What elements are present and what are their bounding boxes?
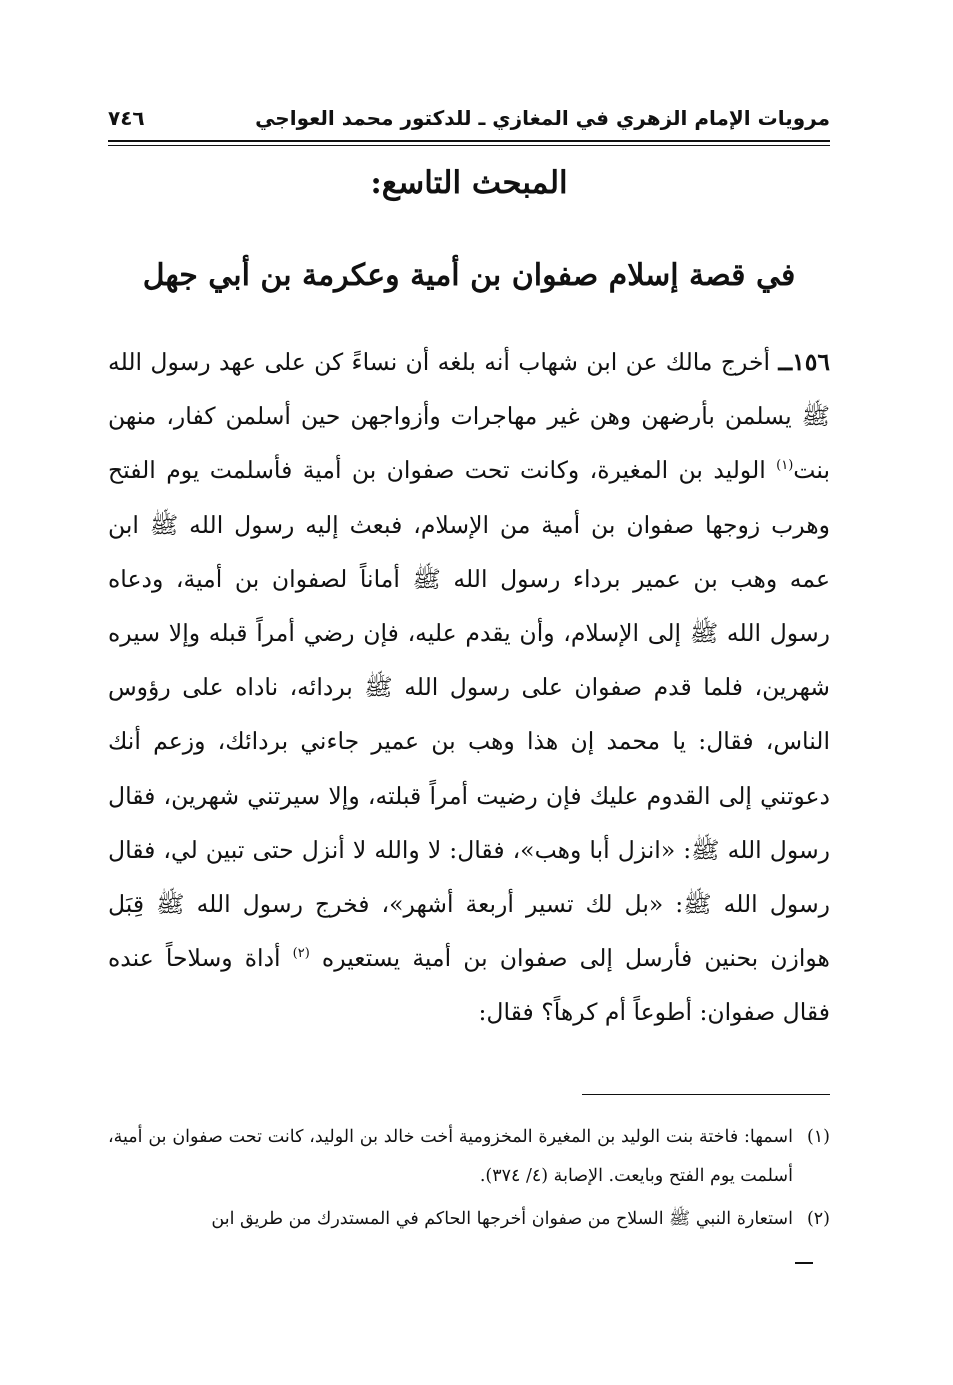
running-title: مرويات الإمام الزهري في المغازي ـ للدكتور محمد العواجي (255, 106, 830, 130)
hadith-number: ١٥٦ــ (778, 348, 830, 376)
page-header (108, 100, 830, 136)
footnote-ref-2[interactable]: (٢) (292, 946, 310, 962)
footnote-number: (٢) (806, 1209, 830, 1229)
footnotes (108, 1118, 830, 1239)
footnote-number: (١) (806, 1127, 830, 1147)
footnote-item (108, 1200, 830, 1239)
footnote-text: اسمها: فاختة بنت الوليد بن المغيرة المخزومية أخت خالد بن الوليد، كانت تحت صفوان بن أمية، أسلمت يوم الفتح وبايعت. الإصابة (٤/ ٣٧٤). (108, 1127, 793, 1186)
footnote-item (108, 1118, 830, 1196)
chapter-label: المبحث التاسع: (370, 165, 568, 201)
hadith-text-part2: الوليد بن المغيرة، وكانت تحت صفوان بن أمية فأسلمت يوم الفتح وهرب زوجها صفوان بن أمية من الإسلام، فبعث إليه رسول الله ﷺ ابن عمه وهب بن عمير برداء رسول الله ﷺ أماناً لصفوان بن أمية، ودعاه رسول الله ﷺ إلى الإسلام، وأن يقدم عليه، فإن رضي أمراً قبله وإلا سيره شهرين، فلما قدم صفوان على رسول الله ﷺ بردائه، ناداه على رؤوس الناس، فقال: يا محمد إن هذا وهب بن عمير جاءني بردائك، وزعم أنك دعوتني إلى القدوم عليك فإن رضيت أمراً قبلته، وإلا سيرتني شهرين، فقال رسول الله ﷺ: «انزل أبا وهب»، فقال: لا والله لا أنزل حتى تبين لي، فقال رسول الله ﷺ: «بل لك تسير أربعة أشهر»، فخرج رسول الله ﷺ قِبَل هوازن بحنين فأرسل إلى صفوان بن أمية يستعيره (108, 456, 830, 973)
hadith-paragraph (108, 335, 830, 1040)
header-rule-thin (108, 145, 830, 146)
hadith-text-part1: أخرج مالك عن ابن شهاب أنه بلغه أن نساءً كن على عهد رسول الله ﷺ يسلمن بأرضهن وهن غير مهاجرات وأزواجهن حين أسلمن كفار، منهن بنت (108, 348, 830, 485)
footnote-text: استعارة النبي ﷺ السلاح من صفوان أخرجها الحاكم في المستدرك من طريق ابن (211, 1209, 793, 1229)
header-rule (108, 140, 830, 142)
continuation-mark (795, 1262, 813, 1264)
page-number: ٧٤٦ (108, 106, 145, 130)
chapter-title: في قصة إسلام صفوان بن أمية وعكرمة بن أبي جهل (142, 258, 796, 293)
footnote-separator (582, 1094, 830, 1095)
footnote-ref-1[interactable]: (١) (776, 458, 794, 474)
hadith-text-part3: أداة وسلاحاً عنده فقال صفوان: أطوعاً أم كرهاً؟ فقال: (108, 944, 830, 1027)
